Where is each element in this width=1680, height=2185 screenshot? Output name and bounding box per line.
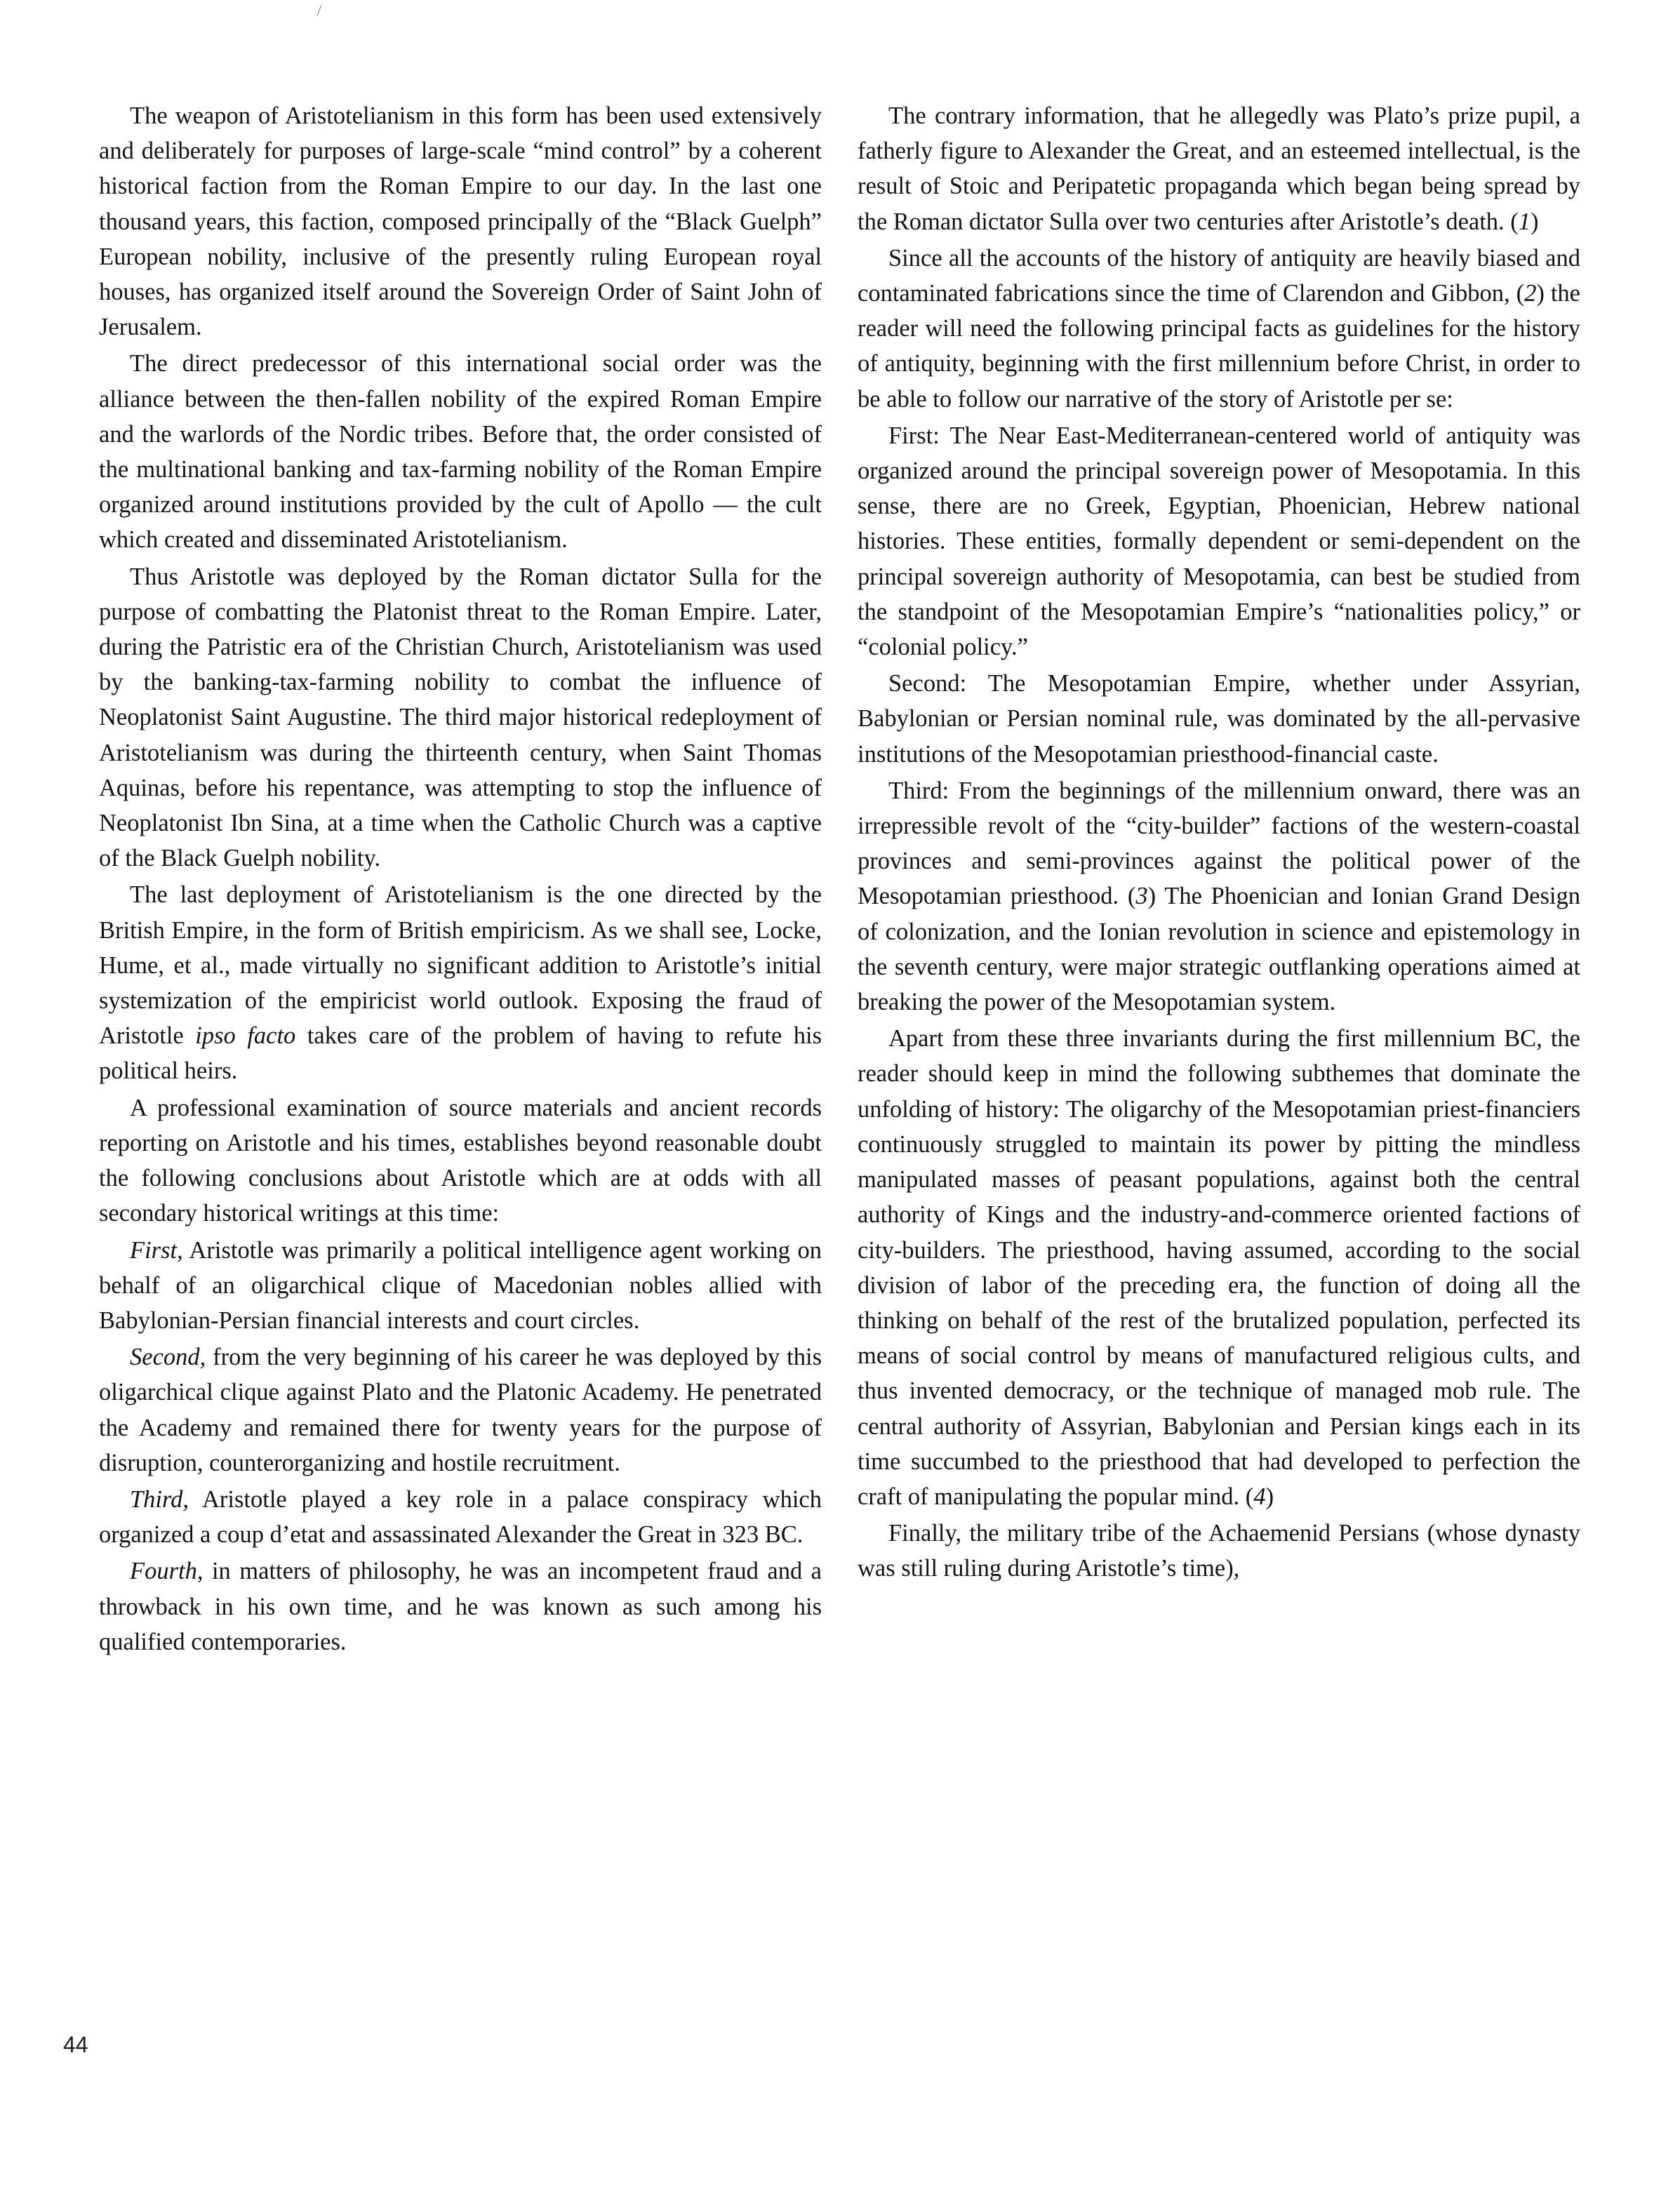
italic-text: 1 — [1518, 208, 1531, 235]
text-run: in matters of philosophy, he was an incompetent fraud and a throwback in his own time, and he was known as such among his qualified contemporaries. — [99, 1558, 822, 1655]
text-run: Aristotle played a key role in a palace conspiracy which organized a coup d’etat and assassinated Alexander the Great in 323 BC. — [99, 1485, 822, 1549]
text-run: First: The Near East-Mediterranean-centered world of antiquity was organized around the principal sovereign power of Mesopotamia. In this sense, there are no Greek, Egyptian, Phoenician, Hebrew national histories. These entities, formally dependent or semi-dependent on the principal sovereign authority of Mesopotamia, can best be studied from the standpoint of the Mesopotamian Empire’s “nationalities policy,” or “colonial policy.” — [858, 422, 1580, 661]
paragraph — [858, 773, 1580, 1020]
text-run: ) — [1265, 1483, 1274, 1510]
text-run: The weapon of Aristotelianism in this form has been used extensively and deliberately for purposes of large-scale “mind control” by a coherent historical faction from the Roman Empire to our day. In the last one thousand years, this faction, composed principally of the “Black Guelph” European nobility, inclusive of the presently ruling European royal houses, has organized itself around the Sovereign Order of Saint John of Jerusalem. — [99, 102, 822, 341]
text-run: ) the reader will need the following principal facts as guidelines for the history of antiquity, beginning with the first millennium before Christ, in order to be able to follow our narrative of the story of Aristotle per se: — [858, 280, 1580, 413]
italic-text: 2 — [1524, 280, 1537, 307]
text-run: Finally, the military tribe of the Achaemenid Persians (whose dynasty was still ruling during Aristotle’s time), — [858, 1520, 1580, 1582]
italic-text: ipso facto — [195, 1022, 296, 1050]
text-run: The contrary information, that he allegedly was Plato’s prize pupil, a fatherly figure to Alexander the Great, and an esteemed intellectual, is the result of Stoic and Peripatetic propaganda which began being spread by the Roman dictator Sulla over two centuries after Aristotle’s death. ( — [858, 102, 1580, 235]
italic-text: 3 — [1135, 883, 1148, 910]
italic-text: Fourth, — [130, 1558, 204, 1585]
text-run: Thus Aristotle was deployed by the Roman dictator Sulla for the purpose of combatting the Platonist threat to the Roman Empire. Later, during the Patristic era of the Christian Church, Aristotelianism was used by the banking-tax-farming nobility to combat the influence of Neoplatonist Saint Augustine. The third major historical redeployment of Aristotelianism was during the thirteenth century, when Saint Thomas Aquinas, before his repentance, was attempting to stop the influence of Neoplatonist Ibn Sina, at a time when the Catholic Church was a captive of the Black Guelph nobility. — [99, 563, 822, 872]
paragraph — [99, 98, 822, 345]
paragraph — [99, 1090, 822, 1231]
paragraph — [858, 241, 1580, 417]
text-run: The direct predecessor of this international social order was the alliance between the then-fallen nobility of the expired Roman Empire and the warlords of the Nordic tribes. Before that, the order consisted of the multinational banking and tax-farming nobility of the Roman Empire organized around institutions provided by the cult of Apollo — the cult which created and disseminated Aristotelianism. — [99, 350, 822, 554]
text-run: Second: The Mesopotamian Empire, whether under Assyrian, Babylonian or Persian nominal rule, was dominated by the all-pervasive institutions of the Mesopotamian priesthood-financial caste. — [858, 670, 1580, 768]
scan-mark: / — [317, 1, 322, 19]
text-run: takes care of the problem of having to refute his political heirs. — [99, 1022, 822, 1085]
text-run: ) — [1531, 208, 1539, 235]
text-run: Since all the accounts of the history of antiquity are heavily biased and contaminated fabrications since the time of Clarendon and Gibbon, ( — [858, 244, 1580, 307]
text-run: ) The Phoenician and Ionian Grand Design of colonization, and the Ionian revolution in science and epistemology in the seventh century, were major strategic outflanking operations aimed at breaking the power of the Mesopotamian system. — [858, 883, 1581, 1016]
italic-text: First, — [130, 1236, 183, 1264]
text-run: A professional examination of source materials and ancient records reporting on Aristotle and his times, establishes beyond reasonable doubt the following conclusions about Aristotle which are at odds with all secondary historical writings at this time: — [99, 1094, 822, 1227]
paragraph — [858, 1516, 1580, 1586]
paragraph — [858, 1021, 1580, 1514]
paragraph — [99, 1553, 822, 1659]
paragraph — [99, 1339, 822, 1481]
left-text-column — [99, 98, 822, 1661]
page-number: 44 — [63, 2032, 88, 2057]
paragraph — [858, 98, 1580, 239]
paragraph — [99, 559, 822, 876]
text-run: Third: From the beginnings of the millennium onward, there was an irrepressible revolt of the “city-builder” factions of the western-coastal provinces and semi-provinces against the political power of the Mesopotamian priesthood. ( — [858, 777, 1580, 910]
paragraph — [99, 1233, 822, 1339]
paragraph — [858, 418, 1580, 664]
right-text-column — [858, 98, 1580, 1588]
text-run: from the very beginning of his career he was deployed by this oligarchical clique against Plato and the Platonic Academy. He penetrated the Academy and remained there for twenty years for the purpose of disruption, counterorganizing and hostile recruitment. — [99, 1344, 822, 1476]
italic-text: 4 — [1253, 1483, 1266, 1510]
paragraph — [858, 666, 1580, 772]
paragraph — [99, 1482, 822, 1552]
paragraph — [99, 346, 822, 557]
italic-text: Second, — [130, 1344, 206, 1371]
text-run: Apart from these three invariants during the first millennium BC, the reader should keep in mind the following subthemes that dominate the unfolding of history: The oligarchy of the Mesopotamian priest-financiers continuously struggled to maintain its power by pitting the mindless manipulated masses of peasant populations, against both the central authority of Kings and the industry-and-commerce oriented factions of city-builders. The priesthood, having assumed, according to the social division of labor of the preceding era, the function of doing all the thinking on behalf of the rest of the brutalized population, perfected its means of social control by means of manufactured religious cults, and thus invented democracy, or the technique of managed mob rule. The central authority of Assyrian, Babylonian and Persian kings each in its time succumbed to the priesthood that had developed to perfection the craft of manipulating the popular mind. ( — [858, 1025, 1580, 1510]
italic-text: Third, — [130, 1485, 189, 1513]
text-run: Aristotle was primarily a political intelligence agent working on behalf of an oligarchical clique of Macedonian nobles allied with Babylonian-Persian financial interests and court circles. — [99, 1236, 822, 1334]
paragraph — [99, 877, 822, 1088]
text-run: The last deployment of Aristotelianism is the one directed by the British Empire, in the form of British empiricism. As we shall see, Locke, Hume, et al., made virtually no significant addition to Aristotle’s initial systemization of the empiricist world outlook. Exposing the fraud of Aristotle — [99, 881, 822, 1050]
